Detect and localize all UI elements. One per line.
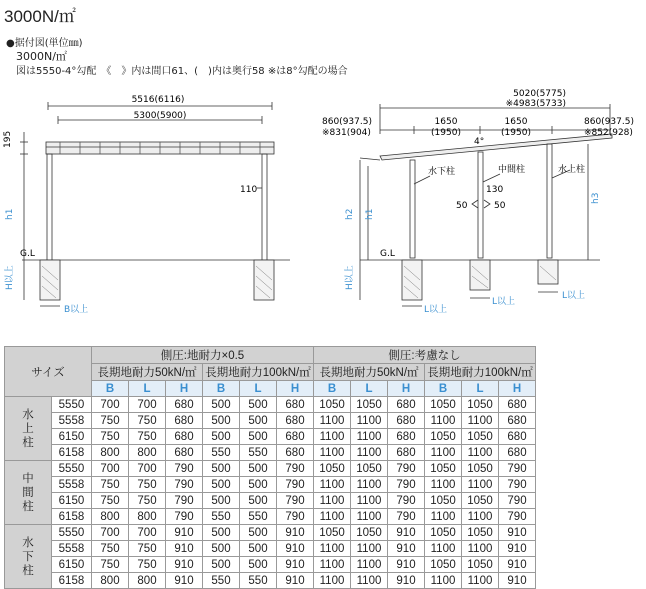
side-dim-130: 130 xyxy=(486,185,504,195)
value-cell: 750 xyxy=(129,541,166,557)
value-cell: 1100 xyxy=(425,573,462,589)
value-cell: 680 xyxy=(277,429,314,445)
table-row xyxy=(5,509,536,525)
value-cell: 550 xyxy=(203,445,240,461)
value-cell: 1100 xyxy=(425,509,462,525)
page-title: 3000N/㎡ xyxy=(4,7,76,26)
side-h3-label: h3 xyxy=(591,192,601,204)
size-cell: 6158 xyxy=(51,509,91,525)
value-cell: 910 xyxy=(388,525,425,541)
value-cell: 1100 xyxy=(351,429,388,445)
value-cell: 750 xyxy=(129,557,166,573)
col-b-header: B xyxy=(314,381,351,397)
side-dim-mid2-alt: (1950) xyxy=(501,128,531,138)
post-type-label: 水 上 柱 xyxy=(5,397,52,461)
value-cell: 1050 xyxy=(351,397,388,413)
value-cell: 910 xyxy=(499,541,536,557)
value-cell: 500 xyxy=(240,541,277,557)
value-cell: 790 xyxy=(499,477,536,493)
value-cell: 1050 xyxy=(462,461,499,477)
value-cell: 1100 xyxy=(351,445,388,461)
size-cell: 6158 xyxy=(51,445,91,461)
side-h-min-label: H以上 xyxy=(345,265,355,290)
side-l-min-2: L以上 xyxy=(492,297,516,307)
size-header: サイズ xyxy=(5,347,92,397)
value-cell: 550 xyxy=(240,573,277,589)
value-cell: 790 xyxy=(499,461,536,477)
value-cell: 680 xyxy=(388,445,425,461)
value-cell: 1100 xyxy=(351,477,388,493)
col-b-header: B xyxy=(203,381,240,397)
table-row xyxy=(5,525,536,541)
side-gl-label: G.L xyxy=(380,249,395,259)
value-cell: 1100 xyxy=(462,509,499,525)
value-cell: 1100 xyxy=(314,445,351,461)
col-h-header: H xyxy=(388,381,425,397)
value-cell: 910 xyxy=(277,573,314,589)
value-cell: 1050 xyxy=(425,429,462,445)
load-header: 長期地耐力100kN/㎡ xyxy=(203,364,314,381)
side-l-min-1: L以上 xyxy=(424,305,448,315)
value-cell: 1100 xyxy=(425,477,462,493)
value-cell: 800 xyxy=(129,445,166,461)
value-cell: 1100 xyxy=(351,541,388,557)
value-cell: 910 xyxy=(277,541,314,557)
side-angle: 4° xyxy=(474,137,485,147)
value-cell: 910 xyxy=(166,557,203,573)
value-cell: 790 xyxy=(277,461,314,477)
value-cell: 910 xyxy=(166,573,203,589)
value-cell: 1100 xyxy=(425,413,462,429)
value-cell: 1100 xyxy=(351,413,388,429)
value-cell: 910 xyxy=(499,557,536,573)
value-cell: 550 xyxy=(203,509,240,525)
value-cell: 1100 xyxy=(462,445,499,461)
value-cell: 790 xyxy=(499,509,536,525)
value-cell: 500 xyxy=(203,413,240,429)
side-dim-right: 860(937.5) xyxy=(584,117,634,127)
col-b-header: B xyxy=(425,381,462,397)
table-row xyxy=(5,557,536,573)
value-cell: 1050 xyxy=(425,557,462,573)
value-cell: 1050 xyxy=(425,397,462,413)
value-cell: 1100 xyxy=(314,493,351,509)
side-dim-left-alt: ※831(904) xyxy=(322,128,371,138)
value-cell: 1100 xyxy=(425,445,462,461)
value-cell: 750 xyxy=(129,477,166,493)
col-l-header: L xyxy=(351,381,388,397)
value-cell: 750 xyxy=(129,429,166,445)
front-view xyxy=(20,102,290,306)
col-l-header: L xyxy=(129,381,166,397)
value-cell: 910 xyxy=(499,525,536,541)
value-cell: 680 xyxy=(499,429,536,445)
value-cell: 500 xyxy=(240,429,277,445)
table-row xyxy=(5,397,536,413)
size-cell: 6150 xyxy=(51,493,91,509)
value-cell: 1100 xyxy=(351,557,388,573)
front-dim-110: 110 xyxy=(240,185,258,195)
value-cell: 750 xyxy=(92,477,129,493)
value-cell: 680 xyxy=(277,413,314,429)
size-cell: 6158 xyxy=(51,573,91,589)
value-cell: 500 xyxy=(203,557,240,573)
value-cell: 790 xyxy=(388,493,425,509)
value-cell: 680 xyxy=(388,413,425,429)
value-cell: 750 xyxy=(129,413,166,429)
side-dim-mid2: 1650 xyxy=(504,117,528,127)
value-cell: 500 xyxy=(203,493,240,509)
value-cell: 680 xyxy=(277,397,314,413)
side-dim-50-right: 50 xyxy=(494,201,506,211)
value-cell: 550 xyxy=(240,509,277,525)
value-cell: 910 xyxy=(277,525,314,541)
col-h-header: H xyxy=(277,381,314,397)
side-h2-label: h2 xyxy=(345,208,355,220)
value-cell: 680 xyxy=(388,429,425,445)
value-cell: 700 xyxy=(92,461,129,477)
value-cell: 680 xyxy=(499,397,536,413)
value-cell: 800 xyxy=(129,573,166,589)
table-row xyxy=(5,477,536,493)
front-h-min-label: H以上 xyxy=(5,265,15,290)
value-cell: 500 xyxy=(240,461,277,477)
value-cell: 500 xyxy=(240,413,277,429)
load-header: 長期地耐力50kN/㎡ xyxy=(314,364,425,381)
value-cell: 1050 xyxy=(462,557,499,573)
value-cell: 1050 xyxy=(462,429,499,445)
value-cell: 680 xyxy=(388,397,425,413)
value-cell: 910 xyxy=(499,573,536,589)
load-subtitle: 3000N/㎡ xyxy=(16,50,67,63)
value-cell: 910 xyxy=(166,541,203,557)
value-cell: 790 xyxy=(166,461,203,477)
value-cell: 500 xyxy=(240,477,277,493)
side-l-min-3: L以上 xyxy=(562,291,586,301)
value-cell: 1100 xyxy=(314,509,351,525)
value-cell: 1050 xyxy=(425,461,462,477)
side-dim-mid1: 1650 xyxy=(434,117,458,127)
front-gl-label: G.L xyxy=(20,249,35,259)
value-cell: 750 xyxy=(92,413,129,429)
value-cell: 1050 xyxy=(314,525,351,541)
value-cell: 790 xyxy=(277,509,314,525)
value-cell: 500 xyxy=(203,525,240,541)
col-b-header: B xyxy=(92,381,129,397)
value-cell: 700 xyxy=(129,397,166,413)
size-cell: 5558 xyxy=(51,413,91,429)
value-cell: 800 xyxy=(129,509,166,525)
value-cell: 1100 xyxy=(425,541,462,557)
value-cell: 500 xyxy=(203,477,240,493)
value-cell: 1100 xyxy=(351,493,388,509)
value-cell: 910 xyxy=(388,573,425,589)
table-row xyxy=(5,413,536,429)
table-row xyxy=(5,541,536,557)
table-row xyxy=(5,429,536,445)
side-dim-mid1-alt: (1950) xyxy=(431,128,461,138)
value-cell: 1100 xyxy=(462,541,499,557)
side-post-high: 水上柱 xyxy=(558,165,586,175)
section-label: ●据付図(単位㎜) xyxy=(6,38,83,49)
value-cell: 500 xyxy=(240,525,277,541)
value-cell: 790 xyxy=(166,509,203,525)
col-l-header: L xyxy=(240,381,277,397)
value-cell: 680 xyxy=(277,445,314,461)
value-cell: 1050 xyxy=(462,525,499,541)
value-cell: 790 xyxy=(388,461,425,477)
side-dim-top: 5020(5775) xyxy=(513,89,566,99)
value-cell: 1050 xyxy=(351,525,388,541)
table-row xyxy=(5,493,536,509)
value-cell: 700 xyxy=(92,525,129,541)
value-cell: 1100 xyxy=(462,573,499,589)
value-cell: 790 xyxy=(277,493,314,509)
value-cell: 700 xyxy=(129,461,166,477)
value-cell: 1100 xyxy=(314,477,351,493)
size-cell: 6150 xyxy=(51,429,91,445)
front-dim-inner: 5300(5900) xyxy=(133,111,187,121)
value-cell: 790 xyxy=(499,493,536,509)
value-cell: 1050 xyxy=(462,397,499,413)
value-cell: 680 xyxy=(499,445,536,461)
side-view xyxy=(360,104,612,306)
value-cell: 500 xyxy=(203,429,240,445)
table-row xyxy=(5,573,536,589)
value-cell: 910 xyxy=(388,557,425,573)
value-cell: 680 xyxy=(166,445,203,461)
value-cell: 750 xyxy=(92,557,129,573)
side-dim-left: 860(937.5) xyxy=(322,117,372,127)
value-cell: 1100 xyxy=(351,573,388,589)
front-dim-outer: 5516(6116) xyxy=(131,95,185,105)
value-cell: 680 xyxy=(166,429,203,445)
value-cell: 1100 xyxy=(314,541,351,557)
value-cell: 680 xyxy=(166,397,203,413)
load-header: 長期地耐力50kN/㎡ xyxy=(92,364,203,381)
value-cell: 750 xyxy=(129,493,166,509)
value-cell: 550 xyxy=(240,445,277,461)
value-cell: 910 xyxy=(277,557,314,573)
load-header: 長期地耐力100kN/㎡ xyxy=(425,364,536,381)
value-cell: 500 xyxy=(203,541,240,557)
value-cell: 1100 xyxy=(462,477,499,493)
value-cell: 500 xyxy=(240,493,277,509)
size-cell: 5550 xyxy=(51,397,91,413)
value-cell: 1100 xyxy=(314,429,351,445)
value-cell: 750 xyxy=(92,541,129,557)
front-h1-label: h1 xyxy=(5,208,15,220)
value-cell: 790 xyxy=(277,477,314,493)
value-cell: 790 xyxy=(388,477,425,493)
value-cell: 1100 xyxy=(351,509,388,525)
value-cell: 750 xyxy=(92,493,129,509)
value-cell: 1050 xyxy=(351,461,388,477)
value-cell: 800 xyxy=(92,509,129,525)
value-cell: 800 xyxy=(92,445,129,461)
value-cell: 500 xyxy=(203,397,240,413)
value-cell: 500 xyxy=(240,557,277,573)
spec-body xyxy=(5,397,536,589)
value-cell: 750 xyxy=(92,429,129,445)
value-cell: 500 xyxy=(203,461,240,477)
size-cell: 5550 xyxy=(51,525,91,541)
side-post-low: 水下柱 xyxy=(428,167,456,177)
value-cell: 680 xyxy=(499,413,536,429)
size-cell: 5550 xyxy=(51,461,91,477)
value-cell: 1050 xyxy=(314,397,351,413)
size-cell: 6150 xyxy=(51,557,91,573)
value-cell: 910 xyxy=(388,541,425,557)
post-type-label: 中 間 柱 xyxy=(5,461,52,525)
size-cell: 5558 xyxy=(51,541,91,557)
value-cell: 1100 xyxy=(314,557,351,573)
col-h-header: H xyxy=(499,381,536,397)
table-row xyxy=(5,461,536,477)
value-cell: 680 xyxy=(166,413,203,429)
installation-drawing xyxy=(0,80,646,320)
value-cell: 1050 xyxy=(425,525,462,541)
value-cell: 1100 xyxy=(462,413,499,429)
figure-note: 図は5550-4°勾配 《 》内は間口61、( )内は奥行58 ※は8°勾配の場合 xyxy=(16,66,348,77)
front-dim-195: 195 xyxy=(3,130,13,148)
col-h-header: H xyxy=(166,381,203,397)
group2-header: 側圧:考慮なし xyxy=(314,347,536,364)
side-dim-50-left: 50 xyxy=(456,201,468,211)
foundation-spec-table xyxy=(4,346,536,589)
value-cell: 1100 xyxy=(314,573,351,589)
side-post-mid: 中間柱 xyxy=(498,165,526,175)
value-cell: 1100 xyxy=(314,413,351,429)
value-cell: 550 xyxy=(203,573,240,589)
value-cell: 500 xyxy=(240,397,277,413)
front-b-min-label: B以上 xyxy=(64,305,89,315)
size-cell: 5558 xyxy=(51,477,91,493)
table-row xyxy=(5,445,536,461)
value-cell: 790 xyxy=(166,477,203,493)
value-cell: 910 xyxy=(166,525,203,541)
value-cell: 790 xyxy=(388,509,425,525)
col-l-header: L xyxy=(462,381,499,397)
side-h1-label: h1 xyxy=(365,208,375,220)
value-cell: 700 xyxy=(129,525,166,541)
value-cell: 800 xyxy=(92,573,129,589)
value-cell: 1050 xyxy=(425,493,462,509)
side-dim-right-alt: ※852(928) xyxy=(584,128,633,138)
value-cell: 1050 xyxy=(462,493,499,509)
side-dim-top-alt: ※4983(5733) xyxy=(505,99,566,109)
value-cell: 1050 xyxy=(314,461,351,477)
value-cell: 790 xyxy=(166,493,203,509)
value-cell: 700 xyxy=(92,397,129,413)
group1-header: 側圧:地耐力×0.5 xyxy=(92,347,314,364)
post-type-label: 水 下 柱 xyxy=(5,525,52,589)
